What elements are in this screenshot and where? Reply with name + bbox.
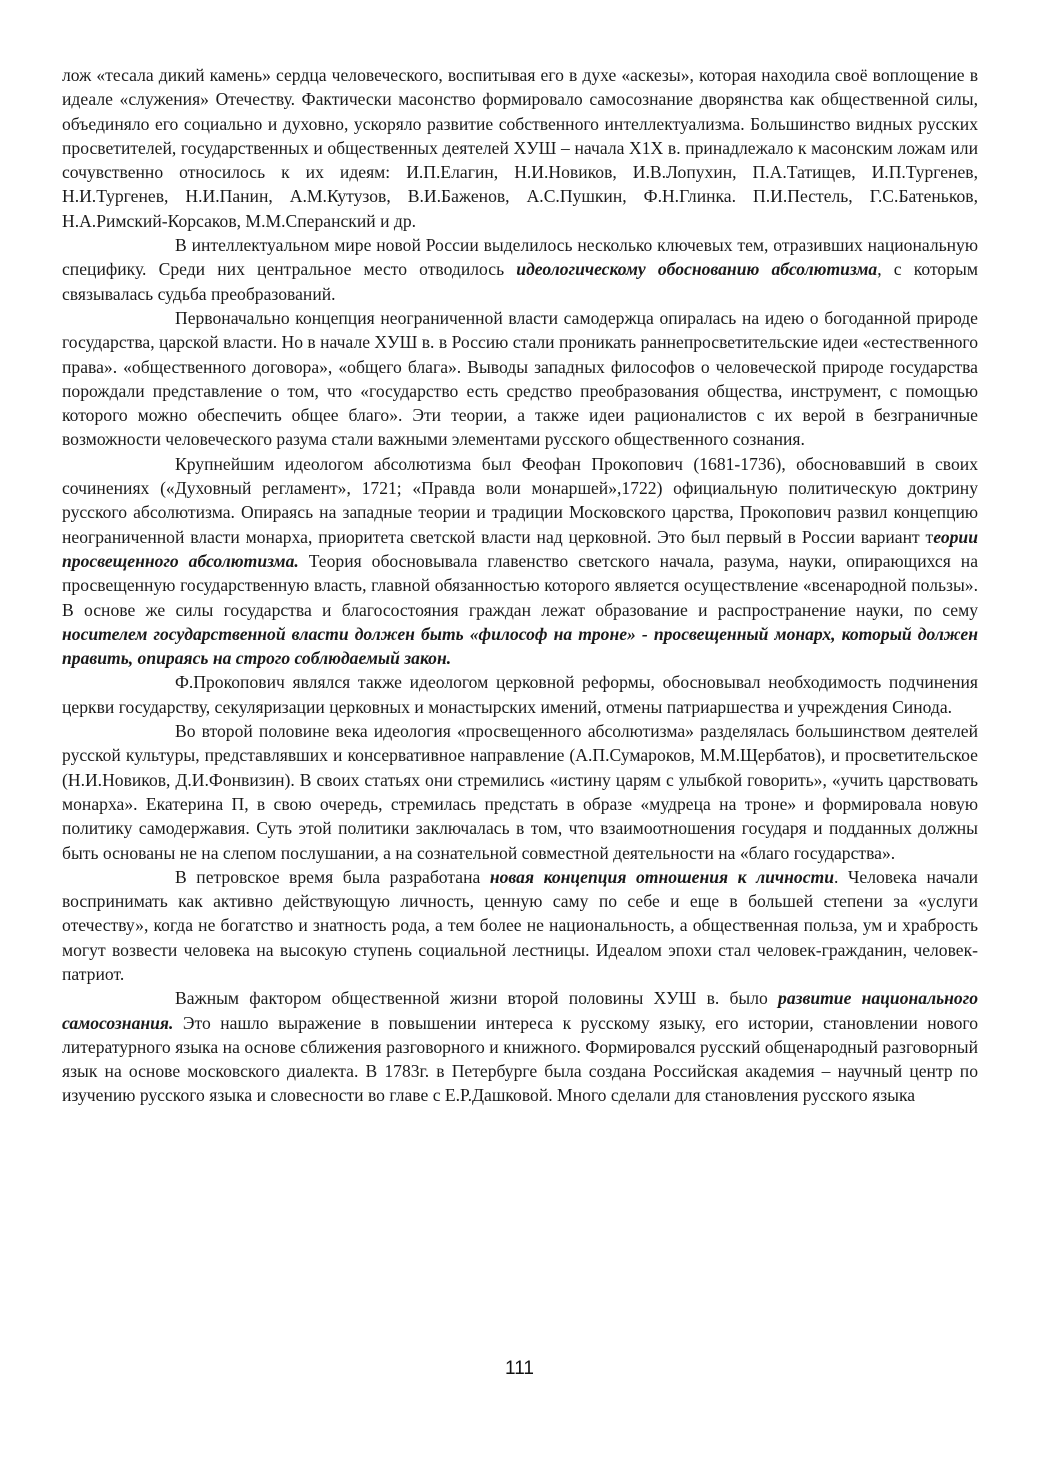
paragraph-enlightened-absolutism xyxy=(62,719,978,865)
emphasis-text: идеологическому обоснованию абсолютизма xyxy=(516,259,878,280)
text-run: Крупнейшим идеологом абсолютизма был Феофан Прокопович (1681-1736), обосновавший в своих сочинениях («Духовный регламент», 1721; «Правда воли монаршей»,1722) официальную политическую доктрину русского абсолютизма. Опираясь на западные теории и традиции Московского царства, Прокопович развил концепцию неограниченной власти монарха, приоритета светской власти над церковной. Это был первый в России вариант т xyxy=(62,453,978,547)
text-run: Теория обосновывала главенство светского начала, разума, науки, опирающихся на просвещенную государственную власть, главной обязанностью которого является осуществление «всенародной пользы». В основе же силы государства и благосостояния граждан лежат образование и распространение науки, по сему xyxy=(62,550,979,620)
paragraph-key-themes xyxy=(62,233,978,306)
text-run: Это нашло выражение в повышении интереса к русскому языку, его истории, становлении нового литературного языка на основе сближения разговорного и книжного. Формировался русский общенародный разговорный язык на основе московского диалекта. В 1783г. в Петербурге была создана Российская академия – научный центр по изучению русского языка и словесности во главе с Е.Р.Дашковой. Много сделали для становления русского языка xyxy=(62,1012,978,1106)
page-number: 111 xyxy=(505,1358,534,1379)
text-run: Во второй половине века идеология «просвещенного абсолютизма» разделялась большинством деятелей русской культуры, представлявших и консервативное направление (А.П.Сумароков, М.М.Щербатов), и просветительское (Н.И.Новиков, Д.И.Фонвизин). В своих статьях они стремились «истину царям с улыбкой говорить», «учить царствовать монарха». Екатерина П, в свою очередь, стремилась предстать в образе «мудреца на троне» и формировала новую политику самодержавия. Суть этой политики заключалась в том, что взаимоотношения государя и подданных должны быть основаны не на слепом послушании, а на сознательной совместной деятельности на «благо государства». xyxy=(62,721,978,863)
text-run: Ф.Прокопович являлся также идеологом церковной реформы, обосновывал необходимость подчинения церкви государству, секуляризации церковных и монастырских имений, отмены патриаршества и учреждения Синода. xyxy=(62,672,978,717)
paragraph-national-identity xyxy=(62,986,978,1107)
paragraph-unlimited-power xyxy=(62,306,978,452)
paragraph-church-reform xyxy=(62,670,978,719)
text-run: В интеллектуальном мире новой России выделилось несколько ключевых тем, отразивших национальную специфику. Среди них центральное место отводилось xyxy=(62,235,978,280)
emphasis-text: носителем государственной власти должен быть «философ на троне» - просвещенный монарх, который должен править, опираясь на строго соблюдаемый закон. xyxy=(62,623,978,669)
emphasis-text: новая концепция отношения к личности xyxy=(489,866,835,887)
paragraph-prokopovich-absolutism xyxy=(62,452,978,671)
paragraph-masonry xyxy=(62,63,978,233)
text-run: , с которым связывалась судьба преобразований. xyxy=(62,259,978,304)
text-run: Первоначально концепция неограниченной власти самодержца опиралась на идею о богоданной природе государства, царской власти. Но в начале ХУШ в. в Россию стали проникать раннепросветительские идеи «естественного права». «общественного договора», «общего блага». Выводы западных философов о человеческой природе государства порождали представление о том, что «государство есть средство преобразования общества, инструмент, с помощью которого можно обеспечить общее благо». Эти теории, а также идеи рационалистов с их верой в безграничные возможности человеческого разума стали важными элементами русского общественного сознания. xyxy=(62,307,978,450)
paragraph-personality-concept xyxy=(62,865,978,986)
text-run: Важным фактором общественной жизни второй половины ХУШ в. было xyxy=(175,988,779,1009)
emphasis-text: развитие национального самосознания. xyxy=(62,988,979,1033)
document-page xyxy=(62,63,978,1108)
text-run: лож «тесала дикий камень» сердца человеческого, воспитывая его в духе «аскезы», которая находила своё воплощение в идеале «служения» Отечеству. Фактически масонство формировало самосознание дворянства как общественной силы, объединяло его социально и духовно, ускоряло развитие собственного интеллектуализма. Большинство видных русских просветителей, государственных и общественных деятелей ХУШ – начала Х1Х в. принадлежало к масонским ложам или сочувственно относилось к их идеям: И.П.Елагин, Н.И.Новиков, И.В.Лопухин, П.А.Татищев, И.П.Тургенев, Н.И.Тургенев, Н.И.Панин, А.М.Кутузов, В.И.Баженов, А.С.Пушкин, Ф.Н.Глинка. П.И.Пестель, Г.С.Батеньков, Н.А.Римский-Корсаков, М.М.Сперанский и др. xyxy=(62,65,978,231)
text-run: . Человека начали воспринимать как активно действующую личность, ценную саму по себе и еще в большей степени за «услуги отечеству», когда не богатство и знатность рода, а тем более не национальность, а общественная польза, ум и храбрость могут возвести человека на высокую ступень социальной лестницы. Идеалом эпохи стал человек-гражданин, человек-патриот. xyxy=(62,866,978,984)
text-run: В петровское время была разработана xyxy=(175,866,490,887)
emphasis-text: еории просвещенного абсолютизма. xyxy=(62,526,978,571)
